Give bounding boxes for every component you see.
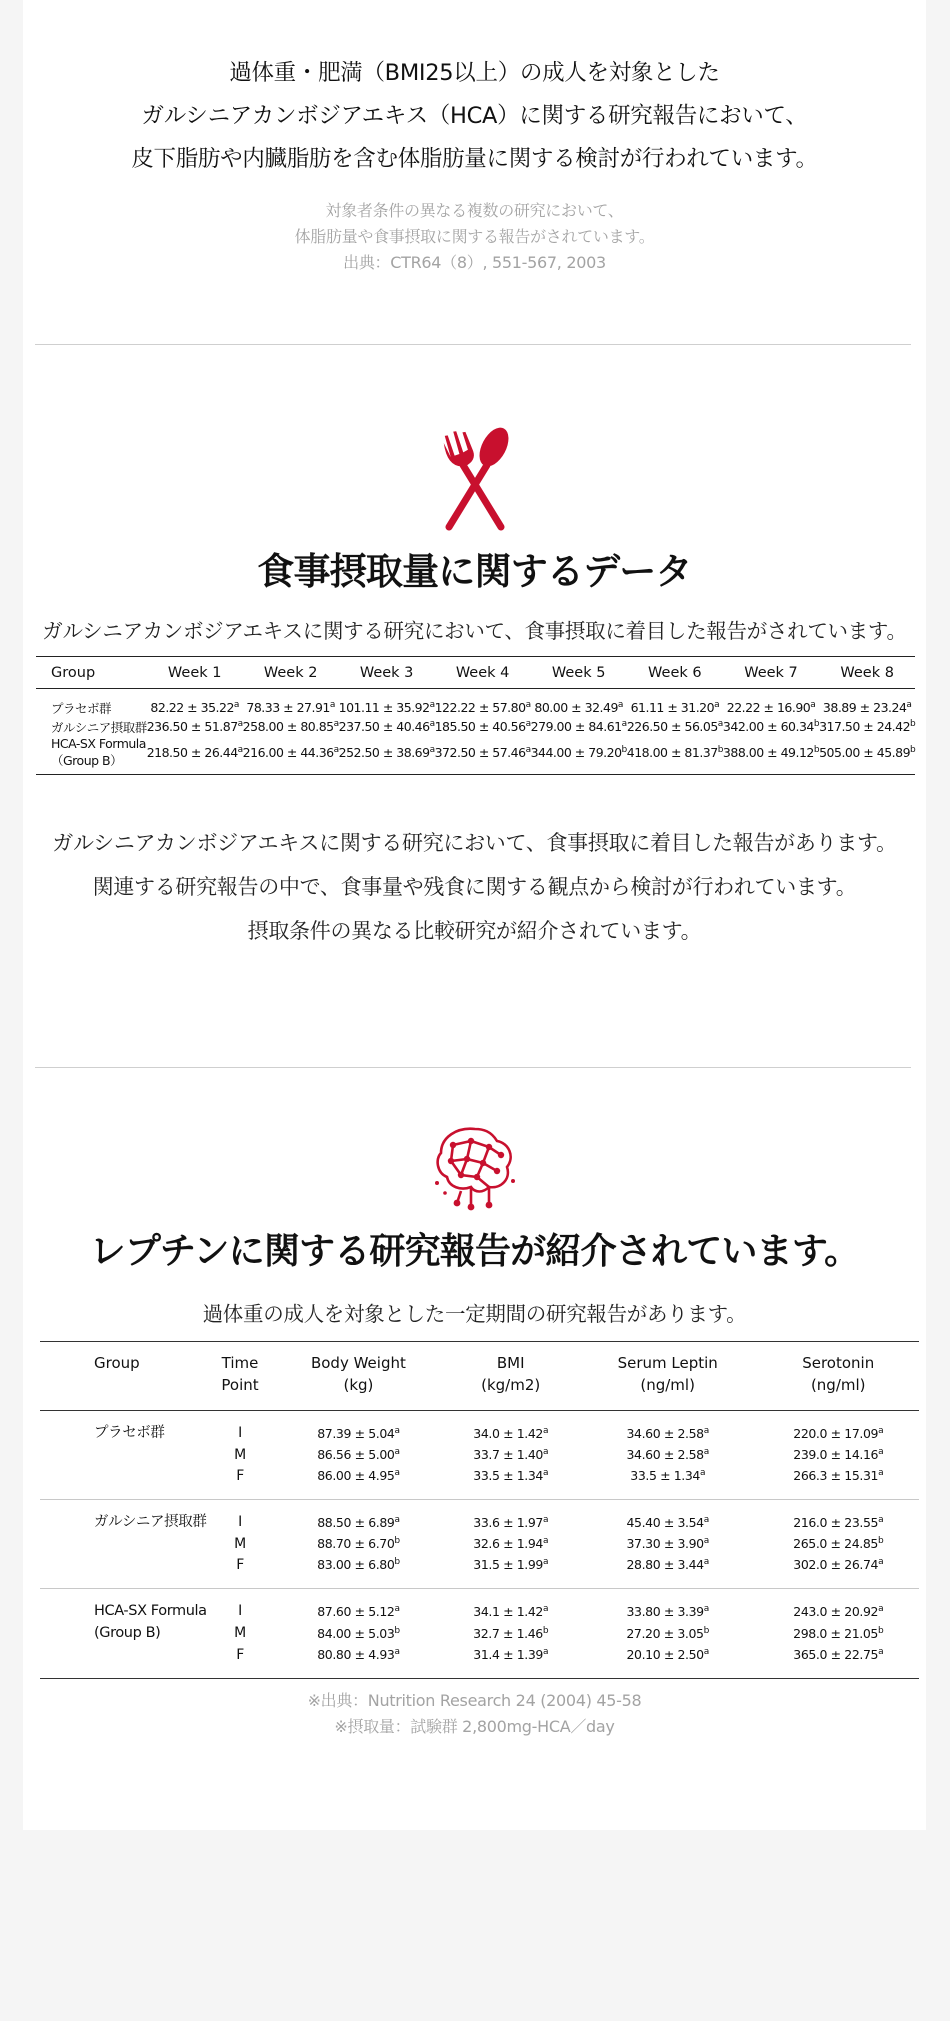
table-cell: [757, 1411, 919, 1445]
time-point-cell: M: [234, 1446, 246, 1463]
group-name: ガルシニア摂取群: [94, 1514, 207, 1530]
cell-value: 61.11 ± 31.20: [630, 700, 715, 715]
cell-value: 185.50 ± 40.56: [434, 719, 526, 734]
cell-value: 365.0 ± 22.75: [793, 1647, 879, 1662]
cell-value: 27.20 ± 3.05: [626, 1625, 704, 1641]
significance-marker: a: [703, 1557, 709, 1567]
column-header: Week 4: [435, 657, 531, 689]
table-row: [40, 1554, 919, 1589]
cell-value: 101.11 ± 35.92: [338, 700, 430, 715]
cell-value: 80.00 ± 32.49: [534, 700, 618, 715]
time-point-cell: I: [238, 1603, 242, 1619]
table-header-row: [36, 657, 915, 689]
table-cell: [757, 1554, 919, 1589]
significance-marker: a: [878, 1514, 884, 1525]
time-point-cell: I: [238, 1425, 242, 1441]
cell-value: 239.0 ± 14.16: [793, 1447, 879, 1462]
group-name-cell: [40, 1444, 207, 1465]
group-name-cell: [40, 1554, 207, 1589]
significance-marker: a: [394, 1447, 400, 1457]
table-cell: [723, 689, 819, 718]
group-name: HCA-SX Formula: [51, 736, 146, 751]
table-cell: [243, 689, 339, 718]
table-cell: [757, 1644, 919, 1679]
column-header: Week 2: [243, 657, 339, 689]
cell-value: 122.22 ± 57.80: [434, 700, 526, 715]
table-cell: [443, 1465, 577, 1500]
cell-value: 34.0 ± 1.42: [473, 1425, 543, 1441]
table-cell: [723, 717, 819, 736]
cell-value: 220.0 ± 17.09: [793, 1425, 879, 1441]
table-cell: [578, 1465, 758, 1500]
group-name-cell: [40, 1465, 207, 1500]
significance-marker: a: [714, 700, 720, 710]
group-name-cell: [40, 1411, 207, 1445]
cell-value: 32.6 ± 1.94: [473, 1536, 543, 1551]
cell-value: 31.5 ± 1.99: [473, 1557, 543, 1572]
table-cell: [531, 736, 627, 775]
group-name-sub: (Group B): [94, 1625, 161, 1641]
significance-marker: a: [333, 719, 339, 729]
table-cell: [443, 1622, 577, 1644]
significance-marker: b: [394, 1625, 400, 1636]
table-cell: [627, 736, 723, 775]
table-cell: [273, 1444, 443, 1465]
table-cell: [531, 717, 627, 736]
footnotes: [23, 1688, 926, 1740]
food-intake-table: [36, 656, 915, 775]
cell-value: 83.00 ± 6.80: [317, 1557, 395, 1572]
cell-value: 86.56 ± 5.00: [317, 1447, 395, 1462]
cell-value: 317.50 ± 24.42: [819, 719, 911, 734]
time-point-cell: I: [238, 1514, 242, 1530]
intro-headline: [23, 52, 926, 181]
significance-marker: a: [542, 1425, 549, 1436]
time-point-cell: F: [207, 1644, 274, 1679]
significance-marker: a: [394, 1468, 400, 1478]
paragraph-line: 摂取条件の異なる比較研究が紹介されています。: [247, 919, 702, 943]
significance-marker: a: [703, 1447, 709, 1457]
paragraph-line: 関連する研究報告の中で、食事量や残食に関する観点から検討が行われています。: [92, 875, 857, 899]
cell-value: 88.70 ± 6.70: [317, 1536, 395, 1551]
table-cell: [273, 1622, 443, 1644]
table-cell: [443, 1533, 577, 1554]
significance-marker: a: [703, 1514, 709, 1525]
column-header-line: Group: [94, 1354, 140, 1372]
cell-value: 342.00 ± 60.34: [722, 719, 814, 734]
significance-marker: a: [878, 1468, 884, 1478]
intro-headline-line: 皮下脂肪や内臓脂肪を含む体脂肪量に関する検討が行われています。: [131, 146, 818, 172]
column-header: [578, 1342, 758, 1411]
table-cell: [339, 736, 435, 775]
intro-note-line: 対象者条件の異なる複数の研究において、: [325, 201, 624, 220]
column-header: [273, 1342, 443, 1411]
table-cell: [578, 1411, 758, 1445]
group-name: HCA-SX Formula: [94, 1603, 207, 1619]
significance-marker: a: [878, 1447, 884, 1457]
table-cell: [273, 1554, 443, 1589]
significance-marker: a: [703, 1425, 709, 1436]
cell-value: 33.80 ± 3.39: [626, 1603, 704, 1619]
table-cell: [757, 1465, 919, 1500]
column-header: Week 6: [627, 657, 723, 689]
table-cell: [147, 717, 243, 736]
cell-value: 34.60 ± 2.58: [626, 1425, 704, 1441]
column-header: Week 5: [531, 657, 627, 689]
table-cell: [243, 736, 339, 775]
significance-marker: b: [394, 1536, 400, 1546]
group-name-sub: （Group B）: [51, 753, 123, 768]
cell-value: 216.00 ± 44.36: [242, 745, 334, 760]
table-cell: [757, 1622, 919, 1644]
table-cell: [243, 717, 339, 736]
section-title: 食事摂取量に関するデータ: [257, 550, 692, 593]
table-header-row: [40, 1342, 919, 1411]
cell-value: 82.22 ± 35.22: [150, 700, 234, 715]
divider: [35, 1067, 911, 1068]
section1-paragraph: [23, 821, 926, 953]
column-header-line: Serotonin: [802, 1354, 875, 1372]
table-cell: [819, 736, 915, 775]
table-cell: [578, 1444, 758, 1465]
significance-marker: a: [703, 1536, 709, 1546]
significance-marker: a: [810, 700, 816, 710]
table-cell: [273, 1589, 443, 1623]
significance-marker: a: [237, 719, 243, 729]
table-cell: [627, 689, 723, 718]
significance-marker: a: [542, 1514, 549, 1525]
table-cell: [578, 1644, 758, 1679]
group-name-cell: [40, 1589, 207, 1623]
cell-value: 78.33 ± 27.91: [246, 700, 330, 715]
significance-marker: a: [542, 1557, 549, 1567]
cell-value: 33.5 ± 1.34: [473, 1468, 543, 1483]
table-cell: [757, 1589, 919, 1623]
significance-marker: a: [542, 1447, 549, 1457]
time-point-cell: M: [234, 1625, 246, 1641]
significance-marker: a: [621, 719, 627, 729]
significance-marker: a: [542, 1536, 549, 1546]
divider: [35, 344, 911, 345]
column-header-line: Body Weight: [310, 1354, 406, 1372]
source-citation: ※出典：Nutrition Research 24 (2004) 45-58: [307, 1691, 642, 1710]
table-row: [40, 1533, 919, 1554]
column-header: [757, 1342, 919, 1411]
column-header-line: Serum Leptin: [617, 1354, 718, 1372]
significance-marker: a: [237, 745, 243, 755]
significance-marker: a: [394, 1647, 400, 1657]
significance-marker: a: [878, 1603, 884, 1614]
column-header: [443, 1342, 577, 1411]
significance-marker: a: [394, 1425, 400, 1436]
column-header-line: (ng/ml): [640, 1376, 695, 1394]
table-cell: [273, 1500, 443, 1534]
significance-marker: a: [525, 700, 531, 710]
table-cell: [578, 1622, 758, 1644]
cell-value: 237.50 ± 40.46: [338, 719, 430, 734]
cell-value: 216.0 ± 23.55: [793, 1514, 879, 1530]
significance-marker: b: [877, 1536, 884, 1546]
source-citation: 出典：CTR64（8）, 551-567, 2003: [343, 253, 606, 272]
cell-value: 86.00 ± 4.95: [317, 1468, 395, 1483]
group-name-cell: [40, 1644, 207, 1679]
table-cell: [819, 717, 915, 736]
cell-value: 266.3 ± 15.31: [793, 1468, 879, 1483]
table-cell: [443, 1554, 577, 1589]
table-cell: [273, 1465, 443, 1500]
cell-value: 38.89 ± 23.24: [822, 700, 907, 715]
cell-value: 505.00 ± 45.89: [819, 745, 911, 760]
significance-marker: a: [542, 1647, 549, 1657]
table-cell: [435, 736, 531, 775]
cell-value: 279.00 ± 84.61: [530, 719, 622, 734]
significance-marker: a: [525, 745, 531, 755]
group-name: ガルシニア摂取群: [51, 719, 147, 735]
cell-value: 265.0 ± 24.85: [793, 1536, 878, 1551]
significance-marker: a: [878, 1557, 884, 1567]
group-name: プラセボ群: [51, 700, 112, 716]
table-row: [40, 1444, 919, 1465]
significance-marker: a: [878, 1425, 884, 1436]
cell-value: 252.50 ± 38.69: [338, 745, 430, 760]
group-name-cell: [40, 1533, 207, 1554]
brain-network-icon: [23, 1123, 926, 1211]
table-cell: [443, 1589, 577, 1623]
table-cell: [578, 1589, 758, 1623]
time-point-cell: M: [234, 1535, 246, 1552]
group-name-cell: [36, 689, 147, 718]
intro-headline-line: 過体重・肥満（BMI25以上）の成人を対象とした: [229, 60, 720, 86]
cell-value: 388.00 ± 49.12: [722, 745, 814, 760]
column-header-line: (ng/ml): [810, 1376, 866, 1394]
table-row: [36, 736, 915, 775]
table-row: [40, 1465, 919, 1500]
cell-value: 344.00 ± 79.20: [530, 745, 622, 760]
time-point-cell: F: [207, 1465, 274, 1500]
cell-value: 33.6 ± 1.97: [473, 1514, 543, 1530]
cell-value: 88.50 ± 6.89: [317, 1514, 395, 1530]
table-cell: [273, 1533, 443, 1554]
significance-marker: b: [910, 745, 916, 755]
cell-value: 298.0 ± 21.05: [793, 1625, 878, 1641]
significance-marker: b: [910, 719, 916, 729]
column-header: Week 7: [723, 657, 819, 689]
table-cell: [273, 1411, 443, 1445]
table-cell: [147, 689, 243, 718]
table-cell: [531, 689, 627, 718]
significance-marker: a: [429, 745, 435, 755]
column-header-line: Time: [221, 1354, 259, 1372]
cell-value: 418.00 ± 81.37: [626, 745, 718, 760]
significance-marker: a: [703, 1603, 709, 1614]
cell-value: 87.60 ± 5.12: [317, 1603, 395, 1619]
column-header: [40, 1342, 207, 1411]
cell-value: 31.4 ± 1.39: [473, 1647, 543, 1662]
table-row: [40, 1500, 919, 1534]
significance-marker: a: [329, 700, 335, 710]
cell-value: 87.39 ± 5.04: [317, 1425, 395, 1441]
cell-value: 84.00 ± 5.03: [317, 1625, 395, 1641]
intro-note: [23, 198, 926, 276]
table-cell: [443, 1411, 577, 1445]
significance-marker: a: [617, 700, 623, 710]
significance-marker: a: [542, 1603, 549, 1614]
table-cell: [757, 1444, 919, 1465]
table-row: [36, 717, 915, 736]
table-cell: [757, 1500, 919, 1534]
table-cell: [443, 1644, 577, 1679]
significance-marker: b: [717, 745, 723, 755]
table-row: [40, 1622, 919, 1644]
content-panel: [23, 0, 926, 1830]
cell-value: 372.50 ± 57.46: [434, 745, 526, 760]
table-cell: [339, 717, 435, 736]
table-cell: [757, 1533, 919, 1554]
significance-marker: a: [394, 1603, 400, 1614]
cell-value: 302.0 ± 26.74: [793, 1557, 879, 1572]
table-cell: [819, 689, 915, 718]
column-header: Week 8: [819, 657, 915, 689]
table-cell: [273, 1644, 443, 1679]
significance-marker: a: [703, 1647, 709, 1657]
table-row: [36, 689, 915, 718]
significance-marker: a: [542, 1468, 549, 1478]
group-name-cell: [40, 1500, 207, 1534]
cell-value: 243.0 ± 20.92: [793, 1603, 879, 1619]
cell-value: 226.50 ± 56.05: [626, 719, 718, 734]
table-cell: [627, 717, 723, 736]
significance-marker: a: [429, 719, 435, 729]
significance-marker: a: [333, 745, 339, 755]
column-header-line: (kg/m2): [481, 1376, 541, 1394]
column-header: Week 3: [339, 657, 435, 689]
table-cell: [443, 1500, 577, 1534]
significance-marker: b: [621, 745, 627, 755]
cell-value: 37.30 ± 3.90: [626, 1536, 704, 1551]
leptin-study-table: [40, 1341, 919, 1679]
table-row: [40, 1411, 919, 1445]
significance-marker: a: [525, 719, 531, 729]
column-header: [207, 1342, 274, 1411]
column-header: Group: [36, 657, 147, 689]
intro-headline-line: ガルシニアカンボジアエキス（HCA）に関する研究報告において、: [141, 103, 808, 129]
cell-value: 33.5 ± 1.34: [630, 1468, 700, 1483]
cell-value: 45.40 ± 3.54: [626, 1514, 704, 1530]
section-title: レプチンに関する研究報告が紹介されています。: [89, 1231, 860, 1272]
cell-value: 32.7 ± 1.46: [473, 1625, 543, 1641]
table-cell: [435, 717, 531, 736]
cell-value: 20.10 ± 2.50: [626, 1647, 704, 1662]
cell-value: 258.00 ± 80.85: [242, 719, 334, 734]
table-cell: [443, 1444, 577, 1465]
table-cell: [578, 1533, 758, 1554]
column-header-line: BMI: [496, 1354, 525, 1372]
group-name: プラセボ群: [94, 1425, 165, 1441]
cell-value: 33.7 ± 1.40: [473, 1447, 543, 1462]
significance-marker: a: [233, 700, 239, 710]
table-cell: [723, 736, 819, 775]
section-subtitle: 過体重の成人を対象とした一定期間の研究報告があります。: [202, 1302, 747, 1326]
intro-note-line: 体脂肪量や食事摂取に関する報告がされています。: [294, 227, 655, 246]
column-header-line: (kg): [343, 1376, 374, 1394]
significance-marker: b: [813, 745, 820, 755]
significance-marker: a: [878, 1647, 884, 1657]
significance-marker: b: [394, 1557, 400, 1567]
significance-marker: a: [906, 700, 912, 710]
table-cell: [339, 689, 435, 718]
significance-marker: a: [394, 1514, 400, 1525]
fork-spoon-icon: [23, 427, 926, 531]
significance-marker: a: [717, 719, 723, 729]
significance-marker: b: [813, 719, 820, 729]
column-header: Week 1: [147, 657, 243, 689]
group-name-cell: [36, 717, 147, 736]
cell-value: 34.1 ± 1.42: [473, 1603, 543, 1619]
table-row: [40, 1589, 919, 1623]
cell-value: 218.50 ± 26.44: [146, 745, 238, 760]
group-name-cell: [40, 1622, 207, 1644]
cell-value: 80.80 ± 4.93: [317, 1647, 395, 1662]
time-point-cell: F: [207, 1554, 274, 1589]
table-row: [40, 1644, 919, 1679]
cell-value: 22.22 ± 16.90: [726, 700, 811, 715]
significance-marker: b: [703, 1625, 709, 1636]
section-subtitle: ガルシニアカンボジアエキスに関する研究において、食事摂取に着目した報告がされています。: [42, 619, 907, 643]
dosage-note: ※摂取量：試験群 2,800mg-HCA／day: [334, 1717, 615, 1736]
cell-value: 28.80 ± 3.44: [626, 1557, 704, 1572]
significance-marker: b: [542, 1625, 549, 1636]
table-cell: [578, 1500, 758, 1534]
table-cell: [435, 689, 531, 718]
significance-marker: a: [429, 700, 435, 710]
significance-marker: b: [877, 1625, 884, 1636]
table-cell: [147, 736, 243, 775]
table-cell: [578, 1554, 758, 1589]
group-name-cell: [36, 736, 147, 775]
cell-value: 236.50 ± 51.87: [146, 719, 238, 734]
column-header-line: Point: [221, 1376, 259, 1394]
paragraph-line: ガルシニアカンボジアエキスに関する研究において、食事摂取に着目した報告があります。: [52, 831, 897, 855]
significance-marker: a: [699, 1468, 706, 1478]
cell-value: 34.60 ± 2.58: [626, 1447, 704, 1462]
